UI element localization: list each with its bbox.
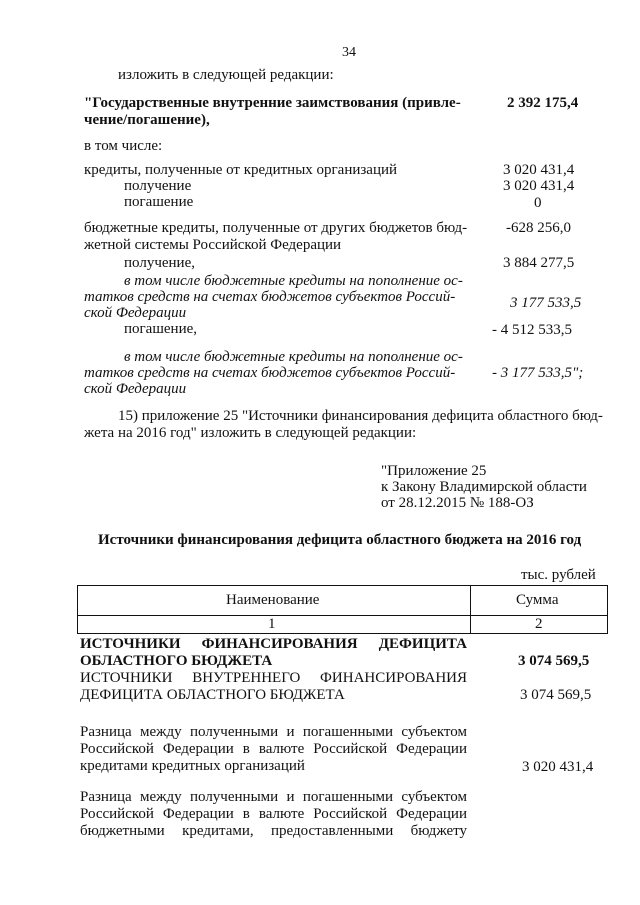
appendix-line3: от 28.12.2015 № 188-ОЗ [381,495,534,511]
budget-credits-line1: бюджетные кредиты, полученные от других бюджетов бюд- [84,220,468,236]
table-row-4-line3: бюджетными кредитами, предоставленными бюджету [80,823,467,839]
budget-repay-label: погашение, [124,321,198,337]
receipt-value: 3 020 431,4 [503,178,575,194]
repay-value: 0 [534,195,542,211]
item15-line1: 15) приложение 25 "Источники финансирования дефицита областного бюд- [118,408,603,424]
table-left-border [77,585,78,633]
budget-receipt-including-line1: в том числе бюджетные кредиты на пополнение ос- [124,273,463,289]
budget-repay-including-line3: ской Федерации [84,381,187,397]
table-row-3-line1: Разница между полученными и погашенными субъектом [80,724,467,740]
table-column-divider [470,585,471,633]
table-row-3-line2: Российской Федерации в валюте Российской Федерации [80,741,467,757]
budget-receipt-including-line2: татков средств на счетах бюджетов субъектов Россий- [84,289,456,305]
table-header-name: Наименование [226,592,320,608]
table-column-number-1: 1 [268,616,276,632]
budget-receipt-label: получение, [124,255,195,271]
table-row-1-value: 3 074 569,5 [518,653,590,669]
receipt-label: получение [124,178,192,194]
borrowing-title-line1: "Государственные внутренние заимствования (привле- [84,95,461,111]
budget-receipt-including-line3: ской Федерации [84,305,187,321]
intro-text: изложить в следующей редакции: [118,67,334,83]
table-row-2-value: 3 074 569,5 [520,687,592,703]
item15-line2: жета на 2016 год" изложить в следующей редакции: [84,425,417,441]
table-row-2-line2: ДЕФИЦИТА ОБЛАСТНОГО БЮДЖЕТА [80,687,345,703]
table-header-border [77,615,608,616]
repay-label: погашение [124,194,194,210]
table-row-3-value: 3 020 431,4 [522,759,594,775]
budget-repay-including-line2: татков средств на счетах бюджетов субъектов Россий- [84,365,456,381]
table-top-border [77,585,608,586]
borrowing-title-line2: чение/погашение), [84,112,210,128]
in-that-label: в том числе: [84,138,163,154]
budget-credits-line2: жетной системы Российской Федерации [84,237,342,253]
budget-receipt-including-value: 3 177 533,5 [510,295,582,311]
budget-receipt-value: 3 884 277,5 [503,255,575,271]
budget-credits-value: -628 256,0 [506,220,571,236]
borrowing-total-value: 2 392 175,4 [507,95,579,111]
budget-repay-including-value: - 3 177 533,5"; [492,365,584,381]
table-row-1-line1: ИСТОЧНИКИ ФИНАНСИРОВАНИЯ ДЕФИЦИТА [80,636,467,652]
table-right-border [607,585,608,633]
table-number-row-border [77,633,608,634]
table-row-1-line2: ОБЛАСТНОГО БЮДЖЕТА [80,653,273,669]
page-number: 34 [342,45,356,60]
budget-repay-value: - 4 512 533,5 [492,322,572,338]
table-row-4-line1: Разница между полученными и погашенными субъектом [80,789,467,805]
credits-label: кредиты, полученные от кредитных организаций [84,162,398,178]
appendix-line1: "Приложение 25 [381,463,487,479]
table-row-4-line2: Российской Федерации в валюте Российской Федерации [80,806,467,822]
budget-repay-including-line1: в том числе бюджетные кредиты на пополнение ос- [124,349,463,365]
table-header-sum: Сумма [516,592,559,608]
table-row-3-line3: кредитами кредитных организаций [80,758,305,774]
table-column-number-2: 2 [535,616,543,632]
appendix-line2: к Закону Владимирской области [381,479,587,495]
credits-value: 3 020 431,4 [503,162,575,178]
table-row-2-line1: ИСТОЧНИКИ ВНУТРЕННЕГО ФИНАНСИРОВАНИЯ [80,670,467,686]
table-title: Источники финансирования дефицита областного бюджета на 2016 год [98,532,582,548]
units-label: тыс. рублей [521,567,596,583]
